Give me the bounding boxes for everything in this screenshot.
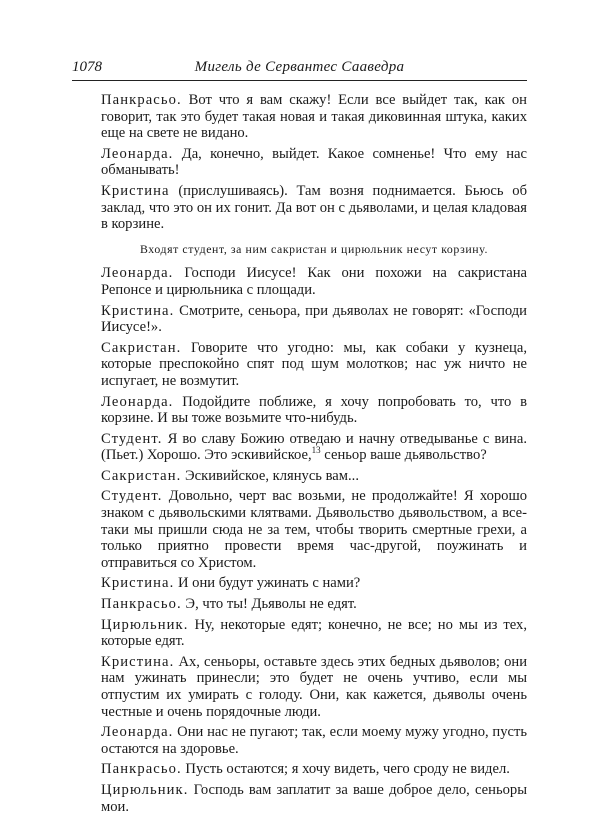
line-text: Подойдите поближе, я хочу попробовать то, что в корзине. И вы тоже возьмите что-нибудь. [101, 393, 527, 427]
line-text: Довольно, черт вас возьми, не продолжайте! Я хорошо знаком с дьявольскими клятвами. Дьявольство дьявольством, а все-таки мы пришли сюда не за тем, чтобы творить смертные грехи, а только приятно провести время час-другой, поужинать и отправиться со Христом. [101, 488, 527, 571]
speaker-name: Кристина [101, 182, 170, 199]
footnote-marker: 13 [311, 445, 321, 456]
speaker-name: Леонарда. [101, 145, 174, 162]
speaker-name: Сакристан. [101, 467, 182, 484]
dialogue-line [101, 92, 527, 142]
dialogue-line [101, 596, 527, 613]
speaker-name: Панкрасьо. [101, 92, 182, 108]
dialogue-line [101, 654, 527, 720]
dialogue-line [101, 431, 527, 464]
line-text: сеньор ваше дьявольство? [320, 447, 487, 464]
dialogue-line [101, 394, 527, 427]
line-text: Говорите что угодно: мы, как собаки у кузнеца, которые преспокойно спят под шум молотков; нас уж ничто не испугает, не возмутит. [101, 339, 527, 389]
speaker-name: Студент. [101, 430, 163, 447]
line-text: Пусть остаются; я хочу видеть, чего сроду не видел. [181, 761, 510, 778]
line-text: Ах, сеньоры, оставьте здесь этих бедных дьяволов; они нам ужинать принесли; это будет не очень учтиво, если мы отпустим их умирать с голоду. Они, как кажется, дьяволы очень честные и очень порядочные люди. [101, 653, 527, 720]
line-text: Да, конечно, выйдет. Какое сомненье! Что ему нас обманывать! [101, 145, 527, 179]
line-text: Они нас не пугают; так, если моему мужу угодно, пусть остаются на здоровье. [101, 724, 527, 757]
running-header [72, 58, 527, 81]
dialogue-line [101, 617, 527, 650]
speaker-name: Студент. [101, 488, 163, 505]
play-text [101, 92, 527, 819]
dialogue-line [101, 468, 527, 485]
speaker-name: Леонарда. [101, 265, 174, 282]
dialogue-line [101, 488, 527, 571]
line-text: Вот что я вам скажу! Если все выйдет так, как он говорит, так это будет такая новая и такая диковинная штука, каких еще на свете не видано. [101, 92, 527, 142]
line-text: (прислушиваясь). Там возня поднимается. Бьюсь об заклад, что это он их гонит. Да вот он с дьяволами, и целая кладовая в корзине. [101, 182, 527, 233]
speaker-name: Кристина. [101, 653, 175, 670]
speaker-name: Леонарда. [101, 724, 174, 741]
dialogue-line [101, 724, 527, 757]
stage-direction: Входят студент, за ним сакристан и цирюльник несут корзину. [139, 241, 489, 256]
dialogue-line [101, 761, 527, 778]
line-text: Эскивийское, клянусь вам... [181, 467, 359, 484]
speaker-name: Цирюльник. [101, 616, 189, 633]
dialogue-line [101, 183, 527, 233]
dialogue-line [101, 575, 527, 592]
dialogue-line [101, 340, 527, 390]
running-title: Мигель де Сервантес Сааведра [194, 59, 405, 75]
page-number: 1078 [72, 59, 102, 75]
line-text: Господи Иисусе! Как они похожи на сакристана Репонсе и цирюльника с площади. [101, 265, 527, 298]
speaker-name: Панкрасьо. [101, 596, 182, 613]
speaker-name: Кристина. [101, 302, 175, 319]
line-text: Ну, некоторые едят; конечно, не все; но мы из тех, которые едят. [101, 616, 527, 650]
speaker-name: Сакристан. [101, 339, 182, 356]
dialogue-line [101, 782, 527, 815]
line-text: Э, что ты! Дьяволы не едят. [181, 596, 357, 613]
line-text: Смотрите, сеньора, при дьяволах не говорят: «Господи Иисусе!». [101, 302, 527, 336]
dialogue-line [101, 265, 527, 298]
speaker-name: Панкрасьо. [101, 761, 182, 778]
line-text: Господь вам заплатит за ваше доброе дело, сеньоры мои. [101, 781, 527, 815]
dialogue-line [101, 303, 527, 336]
dialogue-line [101, 146, 527, 179]
speaker-name: Леонарда. [101, 393, 174, 410]
speaker-name: Кристина. [101, 575, 175, 592]
line-text: Я во славу Божию отведаю и начну отведыванье с вина. (Пьет.) Хорошо. Это эскивийское, [101, 430, 527, 464]
speaker-name: Цирюльник. [101, 781, 189, 798]
line-text: И они будут ужинать с нами? [174, 575, 361, 592]
